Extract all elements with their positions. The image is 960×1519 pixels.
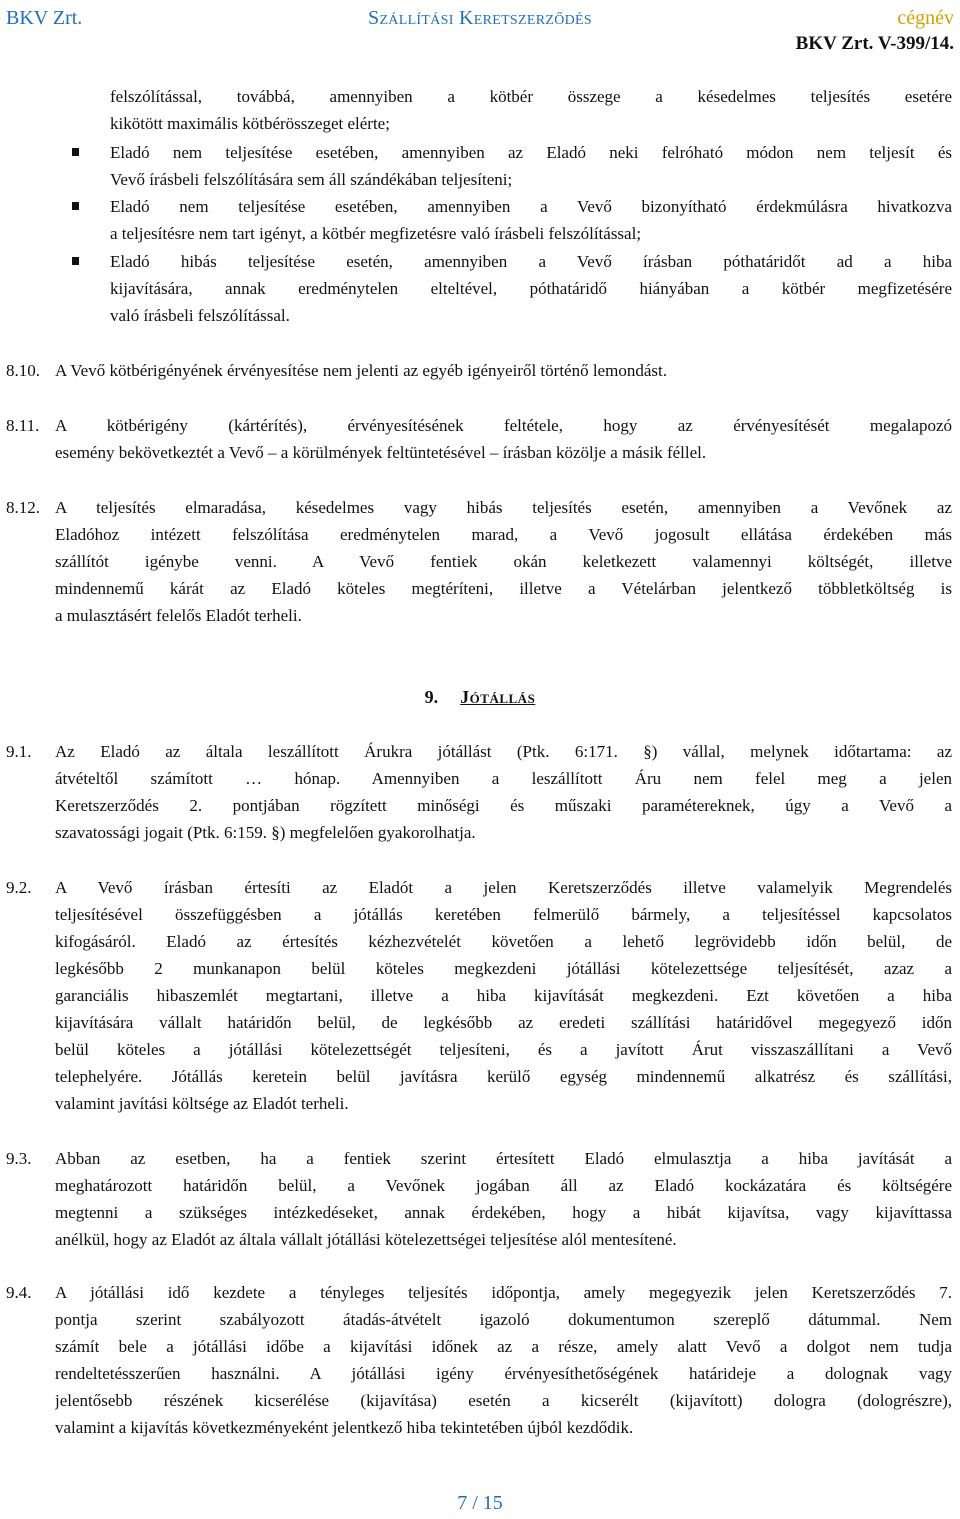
list-item: való írásbeli felszólítással. bbox=[110, 306, 290, 325]
section-number: 9. bbox=[424, 687, 439, 707]
text-line: A kötbérigény (kártérítés), érvényesítésének feltétele, hogy az érvényesítését megalapozó bbox=[55, 416, 952, 435]
list-item: Eladó nem teljesítése esetében, amennyiben az Eladó neki felróható módon nem teljesít és bbox=[110, 143, 952, 162]
text-line: számít bele a jótállási időbe a kijavítási időnek az a része, amely alatt Vevő a dolgot nem tudja bbox=[55, 1337, 952, 1356]
text-line: jelentősebb részének kicserélése (kijavítása) esetén a kicserélt (kijavított) dologra (dologrészre), bbox=[55, 1391, 952, 1410]
page-header bbox=[0, 5, 960, 53]
paragraph-number: 9.3. bbox=[6, 1149, 32, 1168]
list-item: Vevő írásbeli felszólítására sem áll szándékában teljesíteni; bbox=[110, 170, 513, 189]
list-item: kijavítására, annak eredménytelen elteltével, póthatáridő hiányában a kötbér megfizetésére bbox=[110, 279, 952, 298]
page-number: 7 / 15 bbox=[457, 1492, 503, 1514]
text-line: kifogásáról. Eladó az értesítés kézhezvételét követően a lehető legrövidebb időn belül, de bbox=[55, 932, 952, 951]
text-line: belül köteles a jótállási kötelezettségét teljesíteni, és a javított Árut visszaszállítani a Vevő bbox=[55, 1040, 952, 1059]
text-line: megtenni a szükséges intézkedéseket, annak érdekében, hogy a hibát kijavítsa, vagy kijavíttassa bbox=[55, 1203, 952, 1222]
text-line: teljesítésével összefüggésben a jótállás keretében felmerülő bármely, a teljesítéssel kapcsolatos bbox=[55, 905, 952, 924]
text-line: meghatározott határidőn belül, a Vevőnek jogában áll az Eladó kockázatára és költségére bbox=[55, 1176, 952, 1195]
bullet-icon bbox=[72, 257, 79, 265]
text-line: mindennemű kárát az Eladó köteles megtéríteni, illetve a Vételárban jelentkező többletköltség is bbox=[55, 579, 952, 598]
bullet-icon bbox=[72, 148, 79, 156]
text-line: Az Eladó az általa leszállított Árukra jótállást (Ptk. 6:171. §) vállal, melynek időtartama: az bbox=[55, 742, 952, 761]
header-reference: BKV Zrt. V-399/14. bbox=[795, 33, 954, 54]
text-line: pontja szerint szabályozott átadás-átvételt igazoló dokumentumon szereplő dátummal. Nem bbox=[55, 1310, 952, 1329]
paragraph-number: 8.12. bbox=[6, 498, 40, 517]
text-line: szállítót igénybe venni. A Vevő fentiek okán keletkezett valamennyi költségét, illetve bbox=[55, 552, 952, 571]
text-line: Keretszerződés 2. pontjában rögzített minőségi és műszaki paramétereknek, úgy a Vevő a bbox=[55, 796, 952, 815]
header-company: BKV Zrt. bbox=[6, 7, 83, 29]
text-line: A teljesítés elmaradása, késedelmes vagy hibás teljesítés esetén, amennyiben a Vevőnek az bbox=[55, 498, 952, 517]
text-line: átvételtől számított … hónap. Amennyiben a leszállított Áru nem felel meg a jelen bbox=[55, 769, 952, 788]
text-line: a mulasztásért felelős Eladót terheli. bbox=[55, 606, 302, 625]
text-line: kijavítására vállalt határidőn belül, de legkésőbb az eredeti szállítási határidővel megegyező időn bbox=[55, 1013, 952, 1032]
text-line: garanciális hibaszemlét megtartani, illetve a hiba kijavítását megkezdeni. Ezt követően a hiba bbox=[55, 986, 952, 1005]
text-line: Abban az esetben, ha a fentiek szerint értesített Eladó elmulasztja a hiba javítását a bbox=[55, 1149, 952, 1168]
section-title: Jótállás bbox=[460, 687, 536, 707]
text-line: A Vevő kötbérigényének érvényesítése nem jelenti az egyéb igényeiről történő lemondást. bbox=[55, 361, 667, 380]
text-line: Eladóhoz intézett felszólítása eredménytelen marad, a Vevő jogosult ellátása érdekében más bbox=[55, 525, 952, 544]
paragraph-number: 9.1. bbox=[6, 742, 32, 761]
text-line: A jótállási idő kezdete a tényleges teljesítés időpontja, amely megegyezik jelen Keretszerződés 7. bbox=[55, 1283, 952, 1302]
text-line: legkésőbb 2 munkanapon belül köteles megkezdeni jótállási kötelezettsége teljesítését, azaz a bbox=[55, 959, 952, 978]
list-item: Eladó hibás teljesítése esetén, amennyiben a Vevő írásban póthatáridőt ad a hiba bbox=[110, 252, 952, 271]
text-line: szavatossági jogait (Ptk. 6:159. §) megfelelően gyakorolhatja. bbox=[55, 823, 476, 842]
section-heading bbox=[0, 684, 960, 710]
text-line: esemény bekövetkeztét a Vevő – a körülmények feltüntetésével – írásban közölje a másik féllel. bbox=[55, 443, 707, 462]
list-item: Eladó nem teljesítése esetében, amennyiben a Vevő bizonyítható érdekmúlásra hivatkozva bbox=[110, 197, 952, 216]
text-line: anélkül, hogy az Eladót az általa vállalt jótállási kötelezettségei teljesítése alól mentesítené. bbox=[55, 1230, 677, 1249]
text-line: rendeltetésszerűen használni. A jótállási igény érvényesíthetőségének határideje a dolognak vagy bbox=[55, 1364, 952, 1383]
paragraph-number: 8.10. bbox=[6, 361, 40, 380]
text-line: felszólítással, továbbá, amennyiben a kötbér összege a késedelmes teljesítés esetére bbox=[110, 87, 952, 106]
list-item: a teljesítésre nem tart igényt, a kötbér megfizetésre való írásbeli felszólítással; bbox=[110, 224, 642, 243]
text-line: valamint javítási költsége az Eladót terheli. bbox=[55, 1094, 349, 1113]
paragraph-number: 9.2. bbox=[6, 878, 32, 897]
paragraph-number: 8.11. bbox=[6, 416, 40, 435]
text-line: kikötött maximális kötbérösszeget elérte; bbox=[110, 114, 390, 133]
bullet-icon bbox=[72, 202, 79, 210]
text-line: valamint a kijavítás következményeként jelentkező hiba tekintetében újból kezdődik. bbox=[55, 1418, 634, 1437]
header-name-placeholder: cégnév bbox=[897, 7, 954, 29]
header-title: Szállítási Keretszerződés bbox=[368, 7, 592, 29]
text-line: telephelyére. Jótállás keretein belül javításra kerülő egység mindennemű alkatrész és szállítási, bbox=[55, 1067, 952, 1086]
paragraph-number: 9.4. bbox=[6, 1283, 32, 1302]
text-line: A Vevő írásban értesíti az Eladót a jelen Keretszerződés illetve valamelyik Megrendelés bbox=[55, 878, 952, 897]
